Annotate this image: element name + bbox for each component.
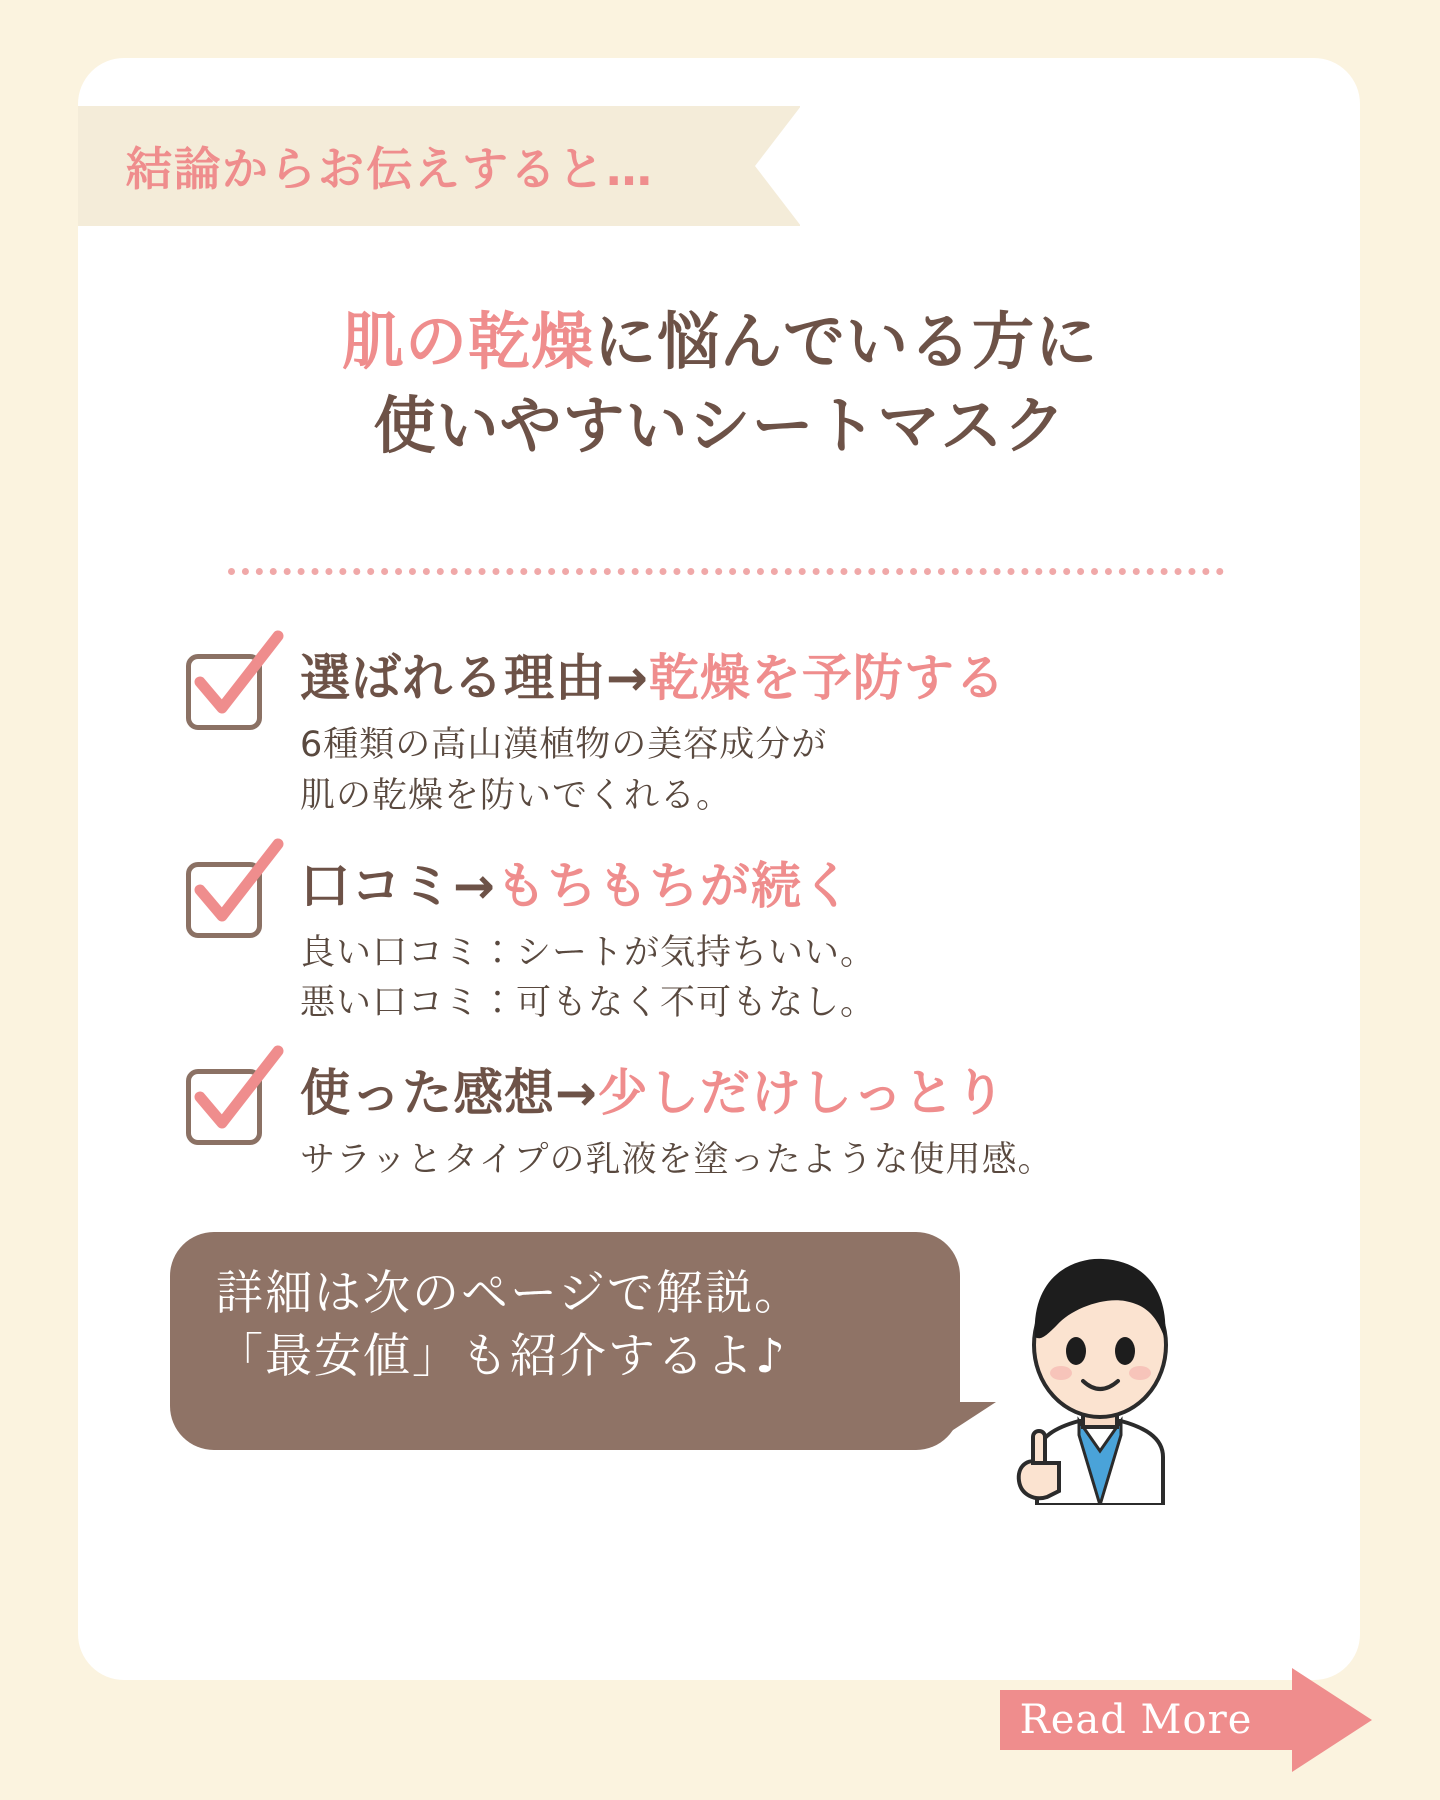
list-item-desc — [300, 720, 1296, 822]
speech-bubble-line: 詳細は次のページで解説。 — [216, 1266, 804, 1321]
page-title — [0, 300, 1440, 467]
headline-line-1 — [0, 300, 1440, 384]
speech-bubble — [170, 1232, 960, 1450]
list-item-title-prefix: 選ばれる理由→ — [300, 649, 649, 707]
list-item-title-accent: 乾燥を予防する — [648, 649, 1006, 707]
checkbox-checked-icon — [182, 626, 286, 730]
speech-bubble-line: 「最安値」も紹介するよ♪ — [216, 1329, 787, 1385]
headline-accent: 肌の乾燥 — [341, 305, 594, 378]
headline-line-2: 使いやすいシートマスク — [373, 388, 1067, 462]
list-item-body — [300, 648, 1296, 822]
list-item-desc-line: 悪い口コミ：可もなく不可もなし。 — [300, 983, 877, 1024]
speech-bubble-text — [216, 1262, 930, 1389]
ribbon-notch-shape — [755, 106, 801, 226]
list-item-body — [300, 856, 1296, 1030]
list-item-title-prefix: 使った感想→ — [300, 1064, 598, 1122]
ribbon-banner — [78, 106, 800, 226]
ribbon-text: 結論からお伝えすると… — [126, 142, 654, 196]
checklist — [186, 648, 1296, 1220]
list-item-desc — [300, 928, 1296, 1030]
headline-rest: に悩んでいる方に — [594, 305, 1099, 378]
list-item-title-accent: 少しだけしっとり — [597, 1064, 1006, 1122]
list-item-body — [300, 1063, 1296, 1186]
list-item-title — [300, 1063, 1296, 1123]
list-item — [186, 856, 1296, 1030]
doctor-character-illustration — [975, 1205, 1225, 1505]
checkbox-checked-icon — [182, 834, 286, 938]
list-item-desc — [300, 1135, 1296, 1186]
list-item — [186, 648, 1296, 822]
read-more-button[interactable] — [1000, 1668, 1372, 1772]
read-more-label: Read More — [1019, 1697, 1253, 1743]
list-item-title-accent: もちもちが続く — [495, 856, 853, 915]
list-item-desc-line: 良い口コミ：シートが気持ちいい。 — [300, 932, 877, 973]
checkbox-checked-icon — [182, 1041, 286, 1145]
list-item-desc-line: サラッとタイプの乳液を塗ったような使用感。 — [300, 1140, 1054, 1180]
list-item — [186, 1063, 1296, 1186]
dotted-divider — [228, 568, 1224, 575]
list-item-title — [300, 648, 1296, 708]
list-item-title-prefix: 口コミ→ — [300, 856, 496, 915]
list-item-title — [300, 856, 1296, 916]
list-item-desc-line: 肌の乾燥を防いでくれる。 — [300, 775, 733, 816]
list-item-desc-line: 6種類の高山漢植物の美容成分が — [300, 725, 828, 765]
